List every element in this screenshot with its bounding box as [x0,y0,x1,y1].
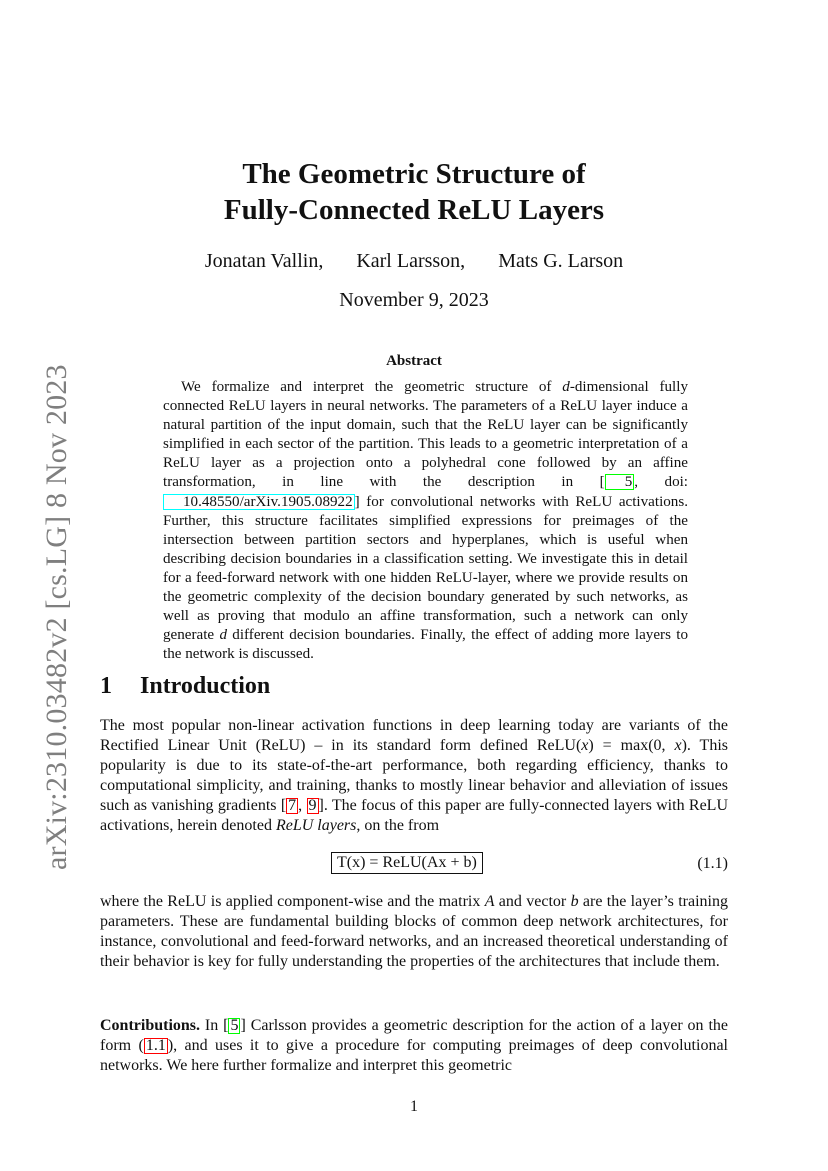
reference-link-9[interactable]: 9 [308,797,317,815]
contributions-label: Contributions. [100,1017,201,1034]
publication-date: November 9, 2023 [339,289,489,311]
page-number: 1 [410,1098,418,1115]
abstract-text: We formalize and interpret the geometric structure of d-dimensional fully connected ReLU layers in neural networks. The parameters of a ReLU layer induce a natural partition of the input domain, such that the ReLU layer can be significantly simplified in each sector of the partition. This leads to a geometric interpretation of a ReLU layer as a projection onto a polyhedral cone followed by an affine transformation, in line with the description in [ 5 , doi:10.48550/arXiv.1905.08922 ] for convolutional networks with ReLU activations. Further, this structure facilitates simplified expressions for preimages of the intersection between partition sectors and hyperplanes, which is useful when describing decision boundaries in a classification setting. We investigate this in detail for a feed-forward network with one hidden ReLU-layer, where we provide results on the geometric complexity of the decision boundary generated by such networks, as well as proving that modulo an affine transformation, such a network can only generate d different decision boundaries. Finally, the effect of adding more layers to the network is discussed. [163,379,688,663]
equation-number: (1.1) [697,855,728,872]
author-3: Mats G. Larson [498,250,624,272]
author-2: Karl Larsson, [356,250,466,272]
equation-box: T(x) = ReLU(Ax + b) [331,852,483,874]
intro-paragraph-1: The most popular non-linear activation functions in deep learning today are variants of the Rectified Linear Unit (ReLU) – in its standard form defined ReLU(x) = max(0, x). This popularity is due to its state-of-the-art performance, both regarding efficiency, thanks to computational simplicity, and training, thanks to mostly linear behavior and alleviation of issues such as vanishing gradients [ 7 , 9 ]. The focus of this paper are fully-connected layers with ReLU activations, herein denoted ReLU layers, on the from [100,717,729,835]
equation-reference-link[interactable]: 1.1 [145,1037,166,1055]
arxiv-stamp: arXiv:2310.03482v2 [cs.LG] 8 Nov 2023 [40,364,73,870]
citation-link-5[interactable]: 5 [230,1017,239,1034]
section-title: Introduction [140,673,271,699]
contributions-paragraph: Contributions. In [ 5 ] Carlsson provides a geometric description for the action of a layer on the form ( 1.1 ), and uses it to give a procedure for computing preimages of deep convolutional networks. We here further formalize and interpret this geometric [100,1017,729,1075]
paper-title [100,156,728,228]
author-list [100,250,728,273]
section-number: 1 [100,673,112,699]
section-heading [100,673,270,700]
author-1: Jonatan Vallin, [204,250,324,272]
citation-link[interactable]: 5 [605,474,635,490]
reference-link-7[interactable]: 7 [288,797,297,815]
doi-link[interactable]: 10.48550/arXiv.1905.08922 [163,494,355,510]
title-line-1: The Geometric Structure of [242,158,586,190]
title-line-2: Fully-Connected ReLU Layers [223,194,605,226]
abstract-heading: Abstract [386,353,442,369]
equation-1-1 [100,852,728,878]
intro-paragraph-2: where the ReLU is applied component-wise and the matrix A and vector b are the layer’s training parameters. These are fundamental building blocks of common deep network architectures, for instance, convolutional and feed-forward networks, and an increased theoretical understanding of their behavior is key for fully understanding the properties of the architectures that include them. [100,893,728,971]
